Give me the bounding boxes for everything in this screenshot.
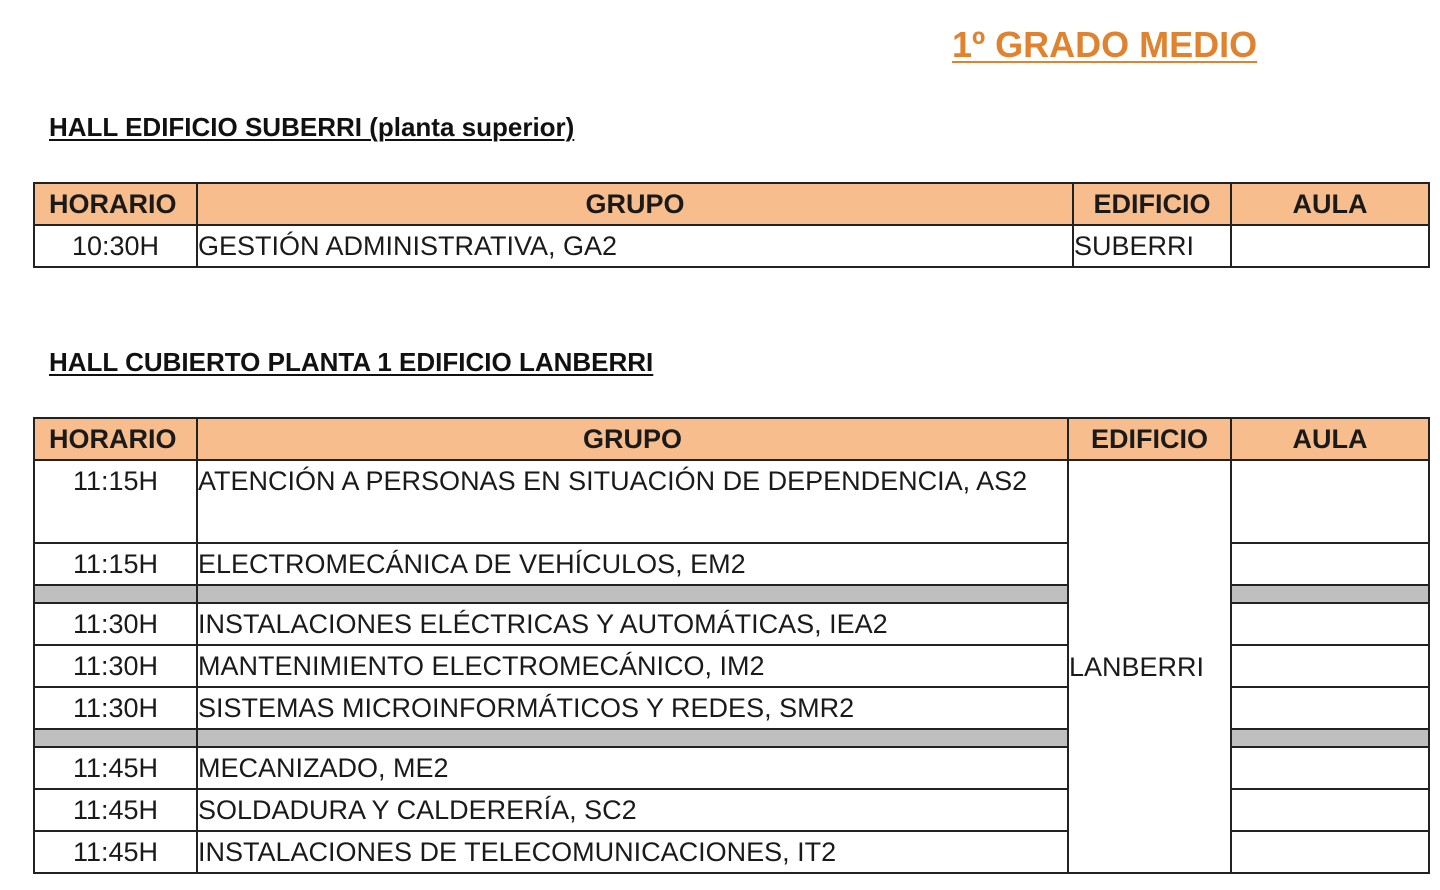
separator-cell <box>1231 729 1429 747</box>
table-header-row <box>34 183 1429 225</box>
aula-cell <box>1231 687 1429 729</box>
separator-cell <box>197 729 1068 747</box>
building-cell: SUBERRI <box>1073 225 1231 267</box>
column-header-grupo: GRUPO <box>197 418 1068 460</box>
column-header-aula: AULA <box>1231 183 1429 225</box>
aula-cell <box>1231 603 1429 645</box>
column-header-grupo: GRUPO <box>197 183 1073 225</box>
aula-cell <box>1231 543 1429 585</box>
aula-cell <box>1231 747 1429 789</box>
separator-cell <box>197 585 1068 603</box>
aula-cell <box>1231 225 1429 267</box>
aula-cell <box>1231 831 1429 873</box>
time-cell: 11:15H <box>34 543 197 585</box>
table-row <box>34 225 1429 267</box>
time-cell: 11:45H <box>34 831 197 873</box>
aula-cell <box>1231 645 1429 687</box>
group-cell: MANTENIMIENTO ELECTROMECÁNICO, IM2 <box>197 645 1068 687</box>
section-heading-suberri: HALL EDIFICIO SUBERRI (planta superior) <box>49 112 575 142</box>
time-cell: 11:30H <box>34 645 197 687</box>
group-cell: INSTALACIONES DE TELECOMUNICACIONES, IT2 <box>197 831 1068 873</box>
group-cell: ATENCIÓN A PERSONAS EN SITUACIÓN DE DEPENDENCIA, AS2 <box>197 460 1068 543</box>
time-cell: 11:45H <box>34 747 197 789</box>
column-header-aula: AULA <box>1231 418 1429 460</box>
section-heading-lanberri: HALL CUBIERTO PLANTA 1 EDIFICIO LANBERRI <box>49 347 654 377</box>
time-cell: 11:15H <box>34 460 197 543</box>
time-cell: 11:30H <box>34 603 197 645</box>
separator-cell <box>34 585 197 603</box>
time-cell: 10:30H <box>34 225 197 267</box>
column-header-horario: HORARIO <box>34 183 197 225</box>
table-row <box>34 460 1429 543</box>
column-header-horario: HORARIO <box>34 418 197 460</box>
group-cell: SOLDADURA Y CALDERERÍA, SC2 <box>197 789 1068 831</box>
column-header-edificio: EDIFICIO <box>1073 183 1231 225</box>
group-cell: ELECTROMECÁNICA DE VEHÍCULOS, EM2 <box>197 543 1068 585</box>
building-cell: LANBERRI <box>1068 460 1231 873</box>
schedule-table-lanberri <box>33 417 1430 874</box>
aula-cell <box>1231 789 1429 831</box>
table-header-row <box>34 418 1429 460</box>
group-cell: INSTALACIONES ELÉCTRICAS Y AUTOMÁTICAS, IEA2 <box>197 603 1068 645</box>
group-cell: GESTIÓN ADMINISTRATIVA, GA2 <box>197 225 1073 267</box>
schedule-table-suberri <box>33 182 1430 268</box>
time-cell: 11:30H <box>34 687 197 729</box>
aula-cell <box>1231 460 1429 543</box>
separator-cell <box>34 729 197 747</box>
group-cell: MECANIZADO, ME2 <box>197 747 1068 789</box>
time-cell: 11:45H <box>34 789 197 831</box>
group-cell: SISTEMAS MICROINFORMÁTICOS Y REDES, SMR2 <box>197 687 1068 729</box>
separator-cell <box>1231 585 1429 603</box>
page-title: 1º GRADO MEDIO <box>952 24 1258 65</box>
column-header-edificio: EDIFICIO <box>1068 418 1231 460</box>
